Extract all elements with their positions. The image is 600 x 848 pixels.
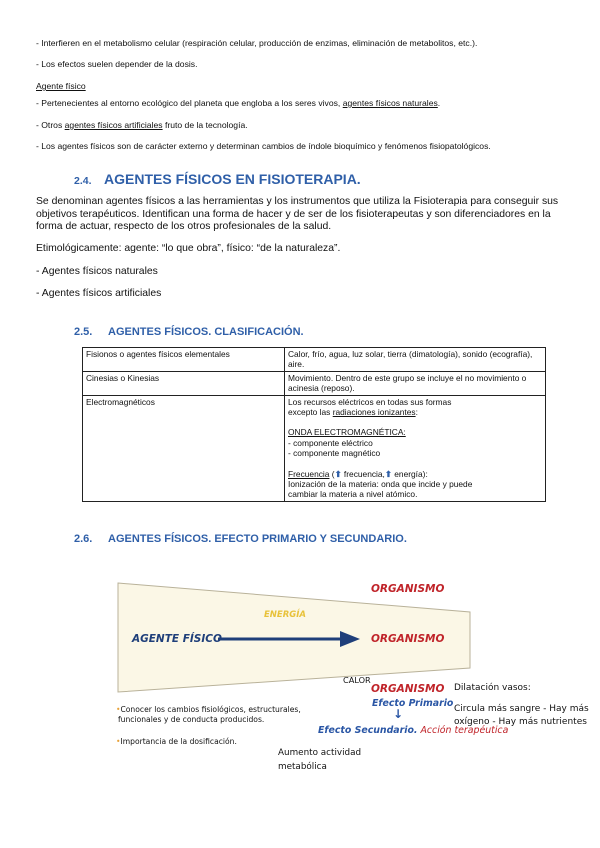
note-cambios-line-1: [116, 705, 301, 715]
ionizacion-line-1: Ionización de la materia: onda que incide y puede: [288, 479, 473, 490]
down-arrow-icon: ↓: [393, 707, 404, 721]
intro-line-2: - Los efectos suelen depender de la dosis.: [36, 59, 198, 69]
etymology-line: Etimológicamente: agente: “lo que obra”, físico: “de la naturaleza”.: [36, 243, 341, 254]
note-cambios: [116, 705, 301, 725]
arrow-up-icon: ⬆: [384, 468, 392, 479]
frecuencia-word: Frecuencia: [288, 468, 330, 479]
efecto-secundario-line: [318, 725, 508, 736]
organismo-middle: ORGANISMO: [371, 633, 445, 645]
radiaciones-ionizantes-link: radiaciones ionizantes: [332, 407, 416, 418]
organismo-top: ORGANISMO: [371, 583, 445, 595]
section-2-4-title: AGENTES FÍSICOS EN FISIOTERAPIA.: [104, 171, 361, 187]
section-2-4-number: 2.4.: [74, 175, 92, 187]
em-line-2-suffix: :: [415, 407, 418, 418]
table-cell-left: Electromagnéticos: [83, 395, 285, 501]
efecto-secundario-label: Efecto Secundario.: [318, 725, 418, 736]
arrow-up-icon: ⬆: [334, 468, 342, 479]
table-cell-left: Cinesias o Kinesias: [83, 371, 285, 395]
bullet-natural-link: agentes físicos naturales: [342, 98, 438, 108]
agente-fisico-heading: Agente físico: [36, 81, 86, 91]
ionizacion-line-2: cambiar la materia a nivel atómico.: [288, 489, 418, 500]
energia-text: energía):: [391, 468, 428, 479]
frecuencia-paren: (: [329, 468, 335, 479]
em-line-1: Los recursos eléctricos en todas sus formas: [288, 396, 452, 407]
calor-label: CALOR: [343, 675, 371, 685]
em-line-2-prefix: excepto las: [288, 407, 333, 418]
aumento-line-2: metabólica: [278, 762, 327, 772]
section-2-5-number: 2.5.: [74, 326, 93, 338]
aumento-actividad: [278, 746, 361, 774]
agente-fisico-label: AGENTE FÍSICO: [132, 633, 222, 645]
dilatacion-label: Dilatación vasos:: [454, 683, 531, 693]
intro-line-1: - Interfieren en el metabolismo celular (respiración celular, producción de enzimas, eliminación de metabolitos, etc.).: [36, 38, 478, 48]
bullet-icon: •: [116, 705, 121, 714]
circula-line: Circula más sangre - Hay más: [454, 704, 589, 714]
section-2-6-title: AGENTES FÍSICOS. EFECTO PRIMARIO Y SECUNDARIO.: [108, 533, 407, 545]
section-2-4-paragraph: Se denominan agentes físicos a las herramientas y los instrumentos que utiliza la Fisioterapia para conseguir sus objetivos terapéuticos. Identifican una forma de hacer y de ser de los fisioterapeutas y son diferenciadores en la forma de actuar, respecto de los otros profesionales de la salud.: [36, 196, 559, 233]
oxigeno-line: oxígeno - Hay más nutrientes: [454, 717, 587, 727]
bullet-icon: •: [116, 737, 121, 746]
table-cell-left: Fisionos o agentes físicos elementales: [83, 348, 285, 372]
section-2-6-number: 2.6.: [74, 533, 93, 545]
note-cambios-text-2: funcionales y de conducta producidos.: [118, 715, 265, 724]
note-dosificacion-text: Importancia de la dosificación.: [120, 737, 237, 746]
frecuencia-text: frecuencia,: [341, 468, 385, 479]
bullet-natural-suffix: .: [437, 98, 441, 108]
intro-bullet-externo: - Los agentes físicos son de carácter externo y determinan cambios de índole bioquímico y fenómenos fisiopatológicos.: [36, 141, 491, 151]
energia-label: ENERGÍA: [264, 610, 306, 620]
aumento-line-1: Aumento actividad: [278, 748, 362, 758]
bullet-natural-prefix: - Pertenecientes al entorno ecológico del planeta que engloba a los seres vivos,: [36, 98, 343, 108]
bullet-artificial-link: agentes físicos artificiales: [64, 120, 163, 130]
bullet-artificial-prefix: - Otros: [36, 120, 65, 130]
note-cambios-text-1: Conocer los cambios fisiológicos, estructurales,: [120, 705, 301, 714]
accion-terapeutica-label: Acción terapéutica: [420, 725, 509, 736]
note-dosificacion: [116, 737, 237, 747]
componente-electrico: - componente eléctrico: [288, 437, 373, 448]
list-artificial: - Agentes físicos artificiales: [36, 288, 162, 299]
efecto-primario-label: Efecto Primario: [372, 698, 454, 709]
componente-magnetico: - componente magnético: [288, 448, 381, 459]
bullet-artificial-suffix: fruto de la tecnología.: [162, 120, 248, 130]
list-natural: - Agentes físicos naturales: [36, 266, 158, 277]
onda-electromagnetica: ONDA ELECTROMAGNÉTICA:: [288, 427, 406, 438]
table-cell-right: Calor, frío, agua, luz solar, tierra (dimatología), sonido (ecografía), aire.: [285, 348, 546, 372]
table-cell-right: Movimiento. Dentro de este grupo se incluye el no movimiento o acinesia (reposo).: [285, 371, 546, 395]
organismo-bottom: ORGANISMO: [371, 683, 445, 695]
section-2-5-title: AGENTES FÍSICOS. CLASIFICACIÓN.: [108, 326, 304, 338]
